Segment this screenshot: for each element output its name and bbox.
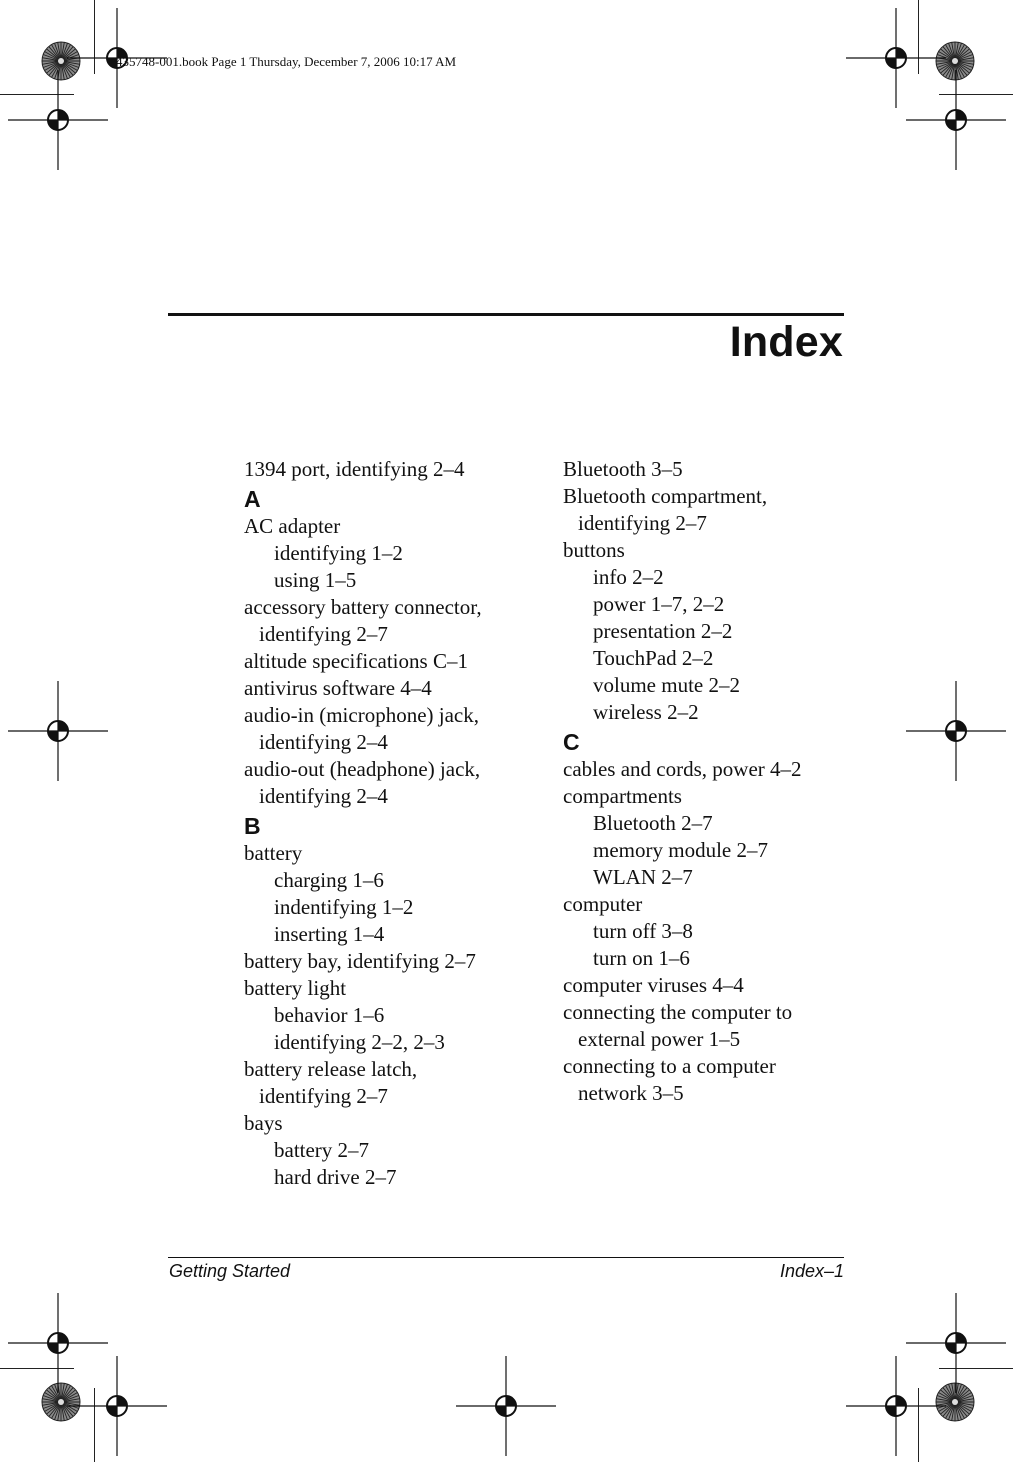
- title-rule: [168, 313, 844, 316]
- index-entry-text: computer: [563, 892, 643, 916]
- index-entry: [563, 756, 853, 783]
- index-entry-text: antivirus software 4–4: [244, 676, 432, 700]
- index-entry-continuation: identifying 2–4: [259, 784, 388, 808]
- footer-page-number: Index–1: [779, 1261, 844, 1281]
- index-entry: [563, 999, 853, 1053]
- index-entry-text: altitude specifications C–1: [244, 649, 468, 673]
- index-subentry: power 1–7, 2–2: [593, 592, 725, 616]
- index-subentry: WLAN 2–7: [593, 865, 693, 889]
- index-entry-continuation: network 3–5: [578, 1081, 684, 1105]
- index-subentry: identifying 1–2: [274, 541, 403, 565]
- index-entry-text: compartments: [563, 784, 682, 808]
- index-subentry: hard drive 2–7: [274, 1165, 397, 1189]
- index-subentry: indentifying 1–2: [274, 895, 414, 919]
- index-entry-text: audio-out (headphone) jack,: [244, 757, 481, 781]
- index-subentry: presentation 2–2: [593, 619, 733, 643]
- registration-crosshair-icon: [846, 1356, 946, 1456]
- index-subentry: inserting 1–4: [274, 922, 385, 946]
- index-entry-text: Bluetooth 3–5: [563, 457, 683, 481]
- registration-crosshair-icon: [456, 1356, 556, 1456]
- index-entry: [563, 972, 853, 999]
- index-subentry: turn off 3–8: [593, 919, 693, 943]
- registration-crosshair-icon: [8, 70, 108, 170]
- index-entry: [244, 456, 534, 483]
- index-entry-text: 1394 port, identifying 2–4: [244, 457, 465, 481]
- index-entry-text: battery light: [244, 976, 347, 1000]
- index-column-right: [563, 456, 853, 1107]
- index-entry-text: Bluetooth compartment,: [563, 484, 768, 508]
- index-entry-text: cables and cords, power 4–2: [563, 757, 802, 781]
- index-subentry: identifying 2–2, 2–3: [274, 1030, 445, 1054]
- index-entry: [563, 1053, 853, 1107]
- index-entry-continuation: identifying 2–4: [259, 730, 388, 754]
- index-subentry: battery 2–7: [274, 1138, 370, 1162]
- index-entry: [244, 513, 534, 540]
- index-entry: [563, 456, 853, 483]
- index-entry: [563, 783, 853, 810]
- index-entry-text: connecting to a computer: [563, 1054, 776, 1078]
- index-subentry: volume mute 2–2: [593, 673, 740, 697]
- index-entry-text: bays: [244, 1111, 283, 1135]
- index-entry: [244, 702, 534, 756]
- index-entry: [244, 594, 534, 648]
- registration-crosshair-icon: [906, 70, 1006, 170]
- index-entry: [244, 675, 534, 702]
- index-entry: [244, 756, 534, 810]
- index-entry: [563, 891, 853, 918]
- index-entry: [244, 840, 534, 867]
- index-entry-text: battery bay, identifying 2–7: [244, 949, 476, 973]
- index-subentry: Bluetooth 2–7: [593, 811, 713, 835]
- index-entry-continuation: identifying 2–7: [259, 622, 388, 646]
- index-subentry: turn on 1–6: [593, 946, 690, 970]
- index-entry-text: battery: [244, 841, 303, 865]
- index-entry-continuation: identifying 2–7: [578, 511, 707, 535]
- index-entry: [244, 1110, 534, 1137]
- page-title: Index: [729, 318, 843, 366]
- index-subentry: using 1–5: [274, 568, 357, 592]
- index-subentry: TouchPad 2–2: [593, 646, 714, 670]
- index-section-letter: A: [244, 486, 261, 512]
- index-section-letter: B: [244, 813, 261, 839]
- index-subentry: info 2–2: [593, 565, 664, 589]
- index-entry: [563, 483, 853, 537]
- index-entry: [244, 975, 534, 1002]
- index-entry-text: connecting the computer to: [563, 1000, 793, 1024]
- index-section-letter: C: [563, 729, 580, 755]
- index-subentry: charging 1–6: [274, 868, 384, 892]
- index-subentry: memory module 2–7: [593, 838, 768, 862]
- index-entry-text: buttons: [563, 538, 625, 562]
- index-entry-text: AC adapter: [244, 514, 341, 538]
- index-entry: [244, 648, 534, 675]
- footer-rule: [168, 1257, 844, 1258]
- registration-crosshair-icon: [67, 1356, 167, 1456]
- index-entry-text: battery release latch,: [244, 1057, 418, 1081]
- registration-crosshair-icon: [8, 681, 108, 781]
- index-entry-text: computer viruses 4–4: [563, 973, 744, 997]
- index-subentry: behavior 1–6: [274, 1003, 385, 1027]
- index-entry-text: accessory battery connector,: [244, 595, 482, 619]
- index-entry: [244, 948, 534, 975]
- index-entry-continuation: external power 1–5: [578, 1027, 741, 1051]
- index-entry: [563, 537, 853, 564]
- index-column-left: [244, 456, 534, 1191]
- print-slug: 435748-001.book Page 1 Thursday, December 7, 2006 10:17 AM: [116, 54, 457, 69]
- registration-crosshair-icon: [906, 681, 1006, 781]
- index-entry: [244, 1056, 534, 1110]
- footer-book-title: Getting Started: [169, 1261, 291, 1281]
- index-entry-text: audio-in (microphone) jack,: [244, 703, 479, 727]
- index-entry-continuation: identifying 2–7: [259, 1084, 388, 1108]
- index-subentry: wireless 2–2: [593, 700, 699, 724]
